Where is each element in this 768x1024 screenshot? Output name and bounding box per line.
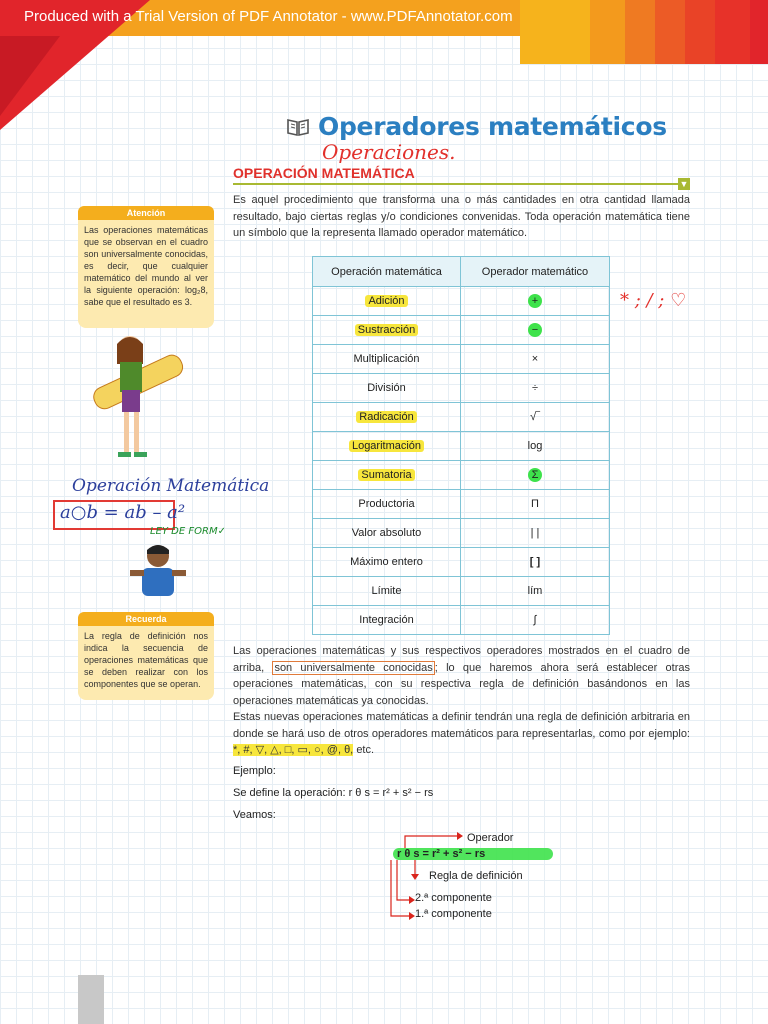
text-span: etc. bbox=[356, 744, 375, 756]
table-row bbox=[313, 519, 610, 548]
girl-with-surfboard-illustration bbox=[90, 330, 190, 470]
operators-table bbox=[312, 256, 610, 635]
diagram-expression: r θ s = r² + s² − rs bbox=[397, 848, 486, 860]
intro-paragraph: Es aquel procedimiento que transforma una o más cantidades en otra cantidad llamada resultado, bajo ciertas reglas y/o condiciones convenidas. Toda operación matemática tiene un símbolo que la representa llamado operador matemático. bbox=[233, 194, 690, 239]
banner-stripe bbox=[685, 0, 715, 64]
table-row bbox=[313, 548, 610, 577]
atencion-box bbox=[78, 206, 214, 328]
text-span: ; lo que haremos ahora será establecer otras operaciones matemáticas, con su respectiva regla de definición basándonos en las operaciones matemáticas ya conocidas. bbox=[233, 661, 690, 707]
table-row bbox=[313, 461, 610, 490]
table-row bbox=[313, 316, 610, 345]
example-label: Ejemplo: bbox=[233, 765, 276, 777]
page-title: Operadores matemáticos bbox=[318, 112, 667, 141]
operator-symbol: lím bbox=[461, 577, 610, 606]
table-row bbox=[313, 345, 610, 374]
operation-name: Radicación bbox=[356, 411, 416, 423]
section-heading: OPERACIÓN MATEMÁTICA bbox=[233, 165, 415, 181]
operation-name: Integración bbox=[313, 606, 461, 635]
table-row bbox=[313, 606, 610, 635]
diagram-regla-label: Regla de definición bbox=[429, 870, 523, 882]
table-header-row bbox=[313, 257, 610, 287]
highlighted-symbols: *, #, ▽, △, □, ▭, ○, @, θ, bbox=[233, 744, 354, 756]
handwritten-title: Operación Matemática bbox=[72, 476, 270, 496]
operation-name: Multiplicación bbox=[313, 345, 461, 374]
handwritten-note: Operaciones. bbox=[322, 140, 456, 164]
operation-name: Logaritmación bbox=[349, 440, 424, 452]
operation-name: Máximo entero bbox=[313, 548, 461, 577]
recuerda-box bbox=[78, 612, 214, 700]
table-row bbox=[313, 490, 610, 519]
table-row bbox=[313, 577, 610, 606]
diagram-comp2-label: 2.ª componente bbox=[415, 892, 492, 904]
text-span: Las operaciones matemáticas y sus respectivos operadores mostrados en el cuadro de arriba, bbox=[233, 645, 690, 674]
banner-stripe bbox=[590, 0, 625, 64]
banner-stripe bbox=[625, 0, 655, 64]
table-header: Operador matemático bbox=[461, 257, 610, 287]
operator-symbol: Π bbox=[461, 490, 610, 519]
trial-watermark: Produced with a Trial Version of PDF Annotator - www.PDFAnnotator.com bbox=[24, 8, 513, 25]
handwritten-formula: a○b = ab – a² bbox=[60, 502, 186, 523]
diagram-operador-label: Operador bbox=[467, 832, 514, 844]
banner-stripe bbox=[715, 0, 750, 64]
diagram-comp1-label: 1.ª componente bbox=[415, 908, 492, 920]
boy-illustration bbox=[128, 540, 188, 602]
example-definition: Se define la operación: r θ s = r² + s² − rs bbox=[233, 787, 434, 799]
table-row bbox=[313, 432, 610, 461]
chevron-down-icon: ▼ bbox=[679, 179, 689, 189]
banner-stripe bbox=[655, 0, 685, 64]
operator-symbol: Σ bbox=[528, 468, 542, 482]
table-row bbox=[313, 403, 610, 432]
operation-name: División bbox=[313, 374, 461, 403]
table-row bbox=[313, 287, 610, 316]
outlined-text: son universalmente conocidas bbox=[274, 661, 433, 674]
text-span: Estas nuevas operaciones matemáticas a definir tendrán una regla de definición arbitraria en donde se hará uso de otros operadores matemáticos para representarlas, como por ejemplo: bbox=[233, 711, 690, 740]
operation-name: Sumatoria bbox=[358, 469, 414, 481]
operator-symbol: − bbox=[528, 323, 542, 337]
table-row bbox=[313, 374, 610, 403]
handwritten-ley: LEY DE FORM✓ bbox=[150, 526, 226, 537]
operation-name: Límite bbox=[313, 577, 461, 606]
title-block bbox=[286, 112, 667, 141]
operation-name: Adición bbox=[365, 295, 407, 307]
veamos-label: Veamos: bbox=[233, 809, 276, 821]
operator-symbol: + bbox=[528, 294, 542, 308]
operation-name: Sustracción bbox=[355, 324, 418, 336]
operation-name: Valor absoluto bbox=[313, 519, 461, 548]
recuerda-heading: Recuerda bbox=[78, 612, 214, 626]
operator-symbol: | | bbox=[461, 519, 610, 548]
banner-stripe bbox=[520, 0, 590, 64]
explanation-paragraph bbox=[233, 643, 690, 759]
handwritten-symbols: * ; / ; ♡ bbox=[620, 290, 687, 311]
page-edge-bar bbox=[78, 975, 104, 1024]
atencion-heading: Atención bbox=[78, 206, 214, 220]
operator-symbol: × bbox=[461, 345, 610, 374]
operator-symbol: [ ] bbox=[461, 548, 610, 577]
operator-symbol: ÷ bbox=[461, 374, 610, 403]
section-divider bbox=[233, 183, 679, 185]
atencion-text: Las operaciones matemáticas que se observan en el cuadro son universalmente conocidas, es decir, que cualquier matemático del mundo al ver la siguiente operación: log₂8, sabe que el resultado es 3. bbox=[84, 225, 208, 307]
recuerda-text: La regla de definición nos indica la secuencia de operaciones matemáticas que se deben realizar con los componentes que se operan. bbox=[84, 631, 208, 689]
corner-decoration bbox=[0, 36, 60, 116]
operator-symbol: √‾ bbox=[461, 403, 610, 432]
book-icon bbox=[286, 117, 310, 137]
operator-symbol: log bbox=[461, 432, 610, 461]
operator-symbol: ∫ bbox=[461, 606, 610, 635]
table-header: Operación matemática bbox=[313, 257, 461, 287]
operation-diagram bbox=[385, 828, 565, 928]
operation-name: Productoria bbox=[313, 490, 461, 519]
banner-stripe bbox=[750, 0, 768, 64]
